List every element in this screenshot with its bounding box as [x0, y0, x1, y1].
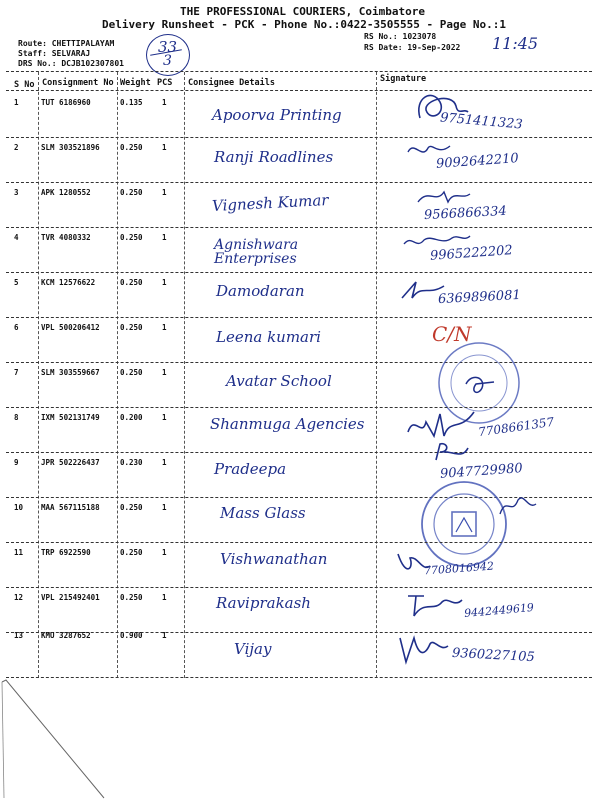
row-consignee: Vishwanathan — [220, 550, 328, 568]
col-weight: Weight — [120, 78, 151, 88]
row-rule — [6, 137, 592, 138]
row-weight: 0.135 — [120, 98, 143, 107]
signature-scribble — [398, 278, 448, 304]
col-sno: S No — [14, 80, 35, 90]
row-rule — [6, 452, 592, 453]
row-note: 7708661357 — [477, 414, 555, 440]
row-consignee: Ranji Roadlines — [214, 148, 334, 166]
row-rule — [6, 587, 592, 588]
row-consignee: Mass Glass — [220, 504, 306, 522]
row-note: 9965222202 — [429, 243, 514, 264]
row-weight: 0.250 — [120, 188, 143, 197]
row-pcs: 1 — [162, 368, 167, 377]
row-consignment: TVR 4080332 — [41, 233, 91, 242]
signature-scribble — [404, 138, 454, 162]
rs-date: RS Date: 19-Sep-2022 — [364, 43, 461, 52]
row-sno: 5 — [14, 278, 19, 287]
row-sno: 1 — [14, 98, 19, 107]
row-weight: 0.250 — [120, 233, 143, 242]
row-weight: 0.200 — [120, 413, 143, 422]
row-consignee: Pradeepa — [214, 460, 287, 478]
row-rule — [6, 182, 592, 183]
rs-number: RS No.: 1023078 — [364, 32, 437, 41]
signature-scribble — [432, 440, 472, 464]
row-weight: 0.250 — [120, 593, 143, 602]
row-pcs: 1 — [162, 278, 167, 287]
row-consignment: KMU 3287652 — [41, 631, 91, 640]
row-pcs: 1 — [162, 631, 167, 640]
row-consignee: Vijay — [234, 640, 272, 658]
row-consignee: Avatar School — [226, 372, 332, 390]
signature-scribble — [404, 408, 478, 444]
row-consignment: SLM 303521896 — [41, 143, 100, 152]
row-consignee: Vignesh Kumar — [211, 190, 329, 216]
row-weight: 0.250 — [120, 323, 143, 332]
row-note: C/N — [432, 322, 472, 346]
row-pcs: 1 — [162, 413, 167, 422]
row-sno: 8 — [14, 413, 19, 422]
row-note: 7708016942 — [423, 559, 495, 578]
company-title: THE PROFESSIONAL COURIERS, Coimbatore — [180, 5, 426, 18]
route-label: Route: CHETTIPALAYAM — [18, 39, 115, 48]
row-rule — [6, 227, 592, 228]
row-pcs: 1 — [162, 458, 167, 467]
staff-label: Staff: SELVARAJ — [18, 49, 91, 58]
row-consignee: Agnishwara Enterprises — [214, 237, 299, 267]
row-sno: 3 — [14, 188, 19, 197]
row-consignee: Leena kumari — [216, 328, 321, 346]
row-weight: 0.230 — [120, 458, 143, 467]
row-pcs: 1 — [162, 323, 167, 332]
signature-scribble — [412, 88, 472, 128]
row-weight: 0.250 — [120, 143, 143, 152]
col-pcs: PCS — [157, 78, 173, 88]
row-consignment: KCM 12576622 — [41, 278, 96, 287]
row-sno: 7 — [14, 368, 19, 377]
row-note: 9360227105 — [451, 645, 536, 666]
row-sno: 12 — [14, 593, 24, 602]
row-sno: 10 — [14, 503, 24, 512]
row-consignment: MAA 567115188 — [41, 503, 100, 512]
col-consignment: Consignment No — [42, 78, 114, 88]
row-consignment: VPL 215492401 — [41, 593, 100, 602]
handwritten-count-bottom: 3 — [163, 53, 172, 69]
row-note: 9751411323 — [439, 110, 524, 133]
col-signature: Signature — [380, 74, 427, 84]
row-pcs: 1 — [162, 188, 167, 197]
row-consignee: Apoorva Printing — [212, 106, 342, 124]
row-note: 6369896081 — [437, 287, 522, 308]
row-weight: 0.250 — [120, 503, 143, 512]
row-consignment: VPL 500206412 — [41, 323, 100, 332]
row-rule — [6, 632, 592, 633]
row-sno: 6 — [14, 323, 19, 332]
row-consignee: Damodaran — [216, 282, 305, 300]
signature-scribble — [402, 232, 472, 252]
row-pcs: 1 — [162, 503, 167, 512]
row-note: 9092642210 — [435, 151, 520, 172]
signature-scribble — [498, 490, 538, 520]
row-consignee: Shanmuga Agencies — [210, 415, 365, 433]
row-note: 9442449619 — [463, 600, 535, 621]
row-consignment: SLM 303559667 — [41, 368, 100, 377]
row-sno: 9 — [14, 458, 19, 467]
row-weight: 0.250 — [120, 278, 143, 287]
row-weight: 0.900 — [120, 631, 143, 640]
handwritten-time: 11:45 — [492, 34, 539, 53]
row-pcs: 1 — [162, 143, 167, 152]
handwritten-count-top: 33 — [158, 38, 178, 56]
signature-scribble — [404, 590, 466, 620]
row-sno: 2 — [14, 143, 19, 152]
signature-scribble — [414, 184, 474, 210]
row-sno: 13 — [14, 631, 24, 640]
row-note: 9566866334 — [423, 203, 508, 224]
row-rule — [6, 407, 592, 408]
signature-scribble — [394, 548, 434, 578]
row-pcs: 1 — [162, 593, 167, 602]
runsheet-subtitle: Delivery Runsheet - PCK - Phone No.:0422-3505555 - Page No.:1 — [102, 18, 506, 31]
signature-scribble — [396, 634, 450, 668]
row-consignee: Raviprakash — [216, 594, 311, 612]
row-consignment: APK 1280552 — [41, 188, 91, 197]
row-rule — [6, 272, 592, 273]
row-sno: 11 — [14, 548, 24, 557]
row-pcs: 1 — [162, 98, 167, 107]
col-consignee: Consignee Details — [188, 78, 275, 88]
row-pcs: 1 — [162, 548, 167, 557]
row-weight: 0.250 — [120, 548, 143, 557]
row-weight: 0.250 — [120, 368, 143, 377]
row-consignment: IXM 502131749 — [41, 413, 100, 422]
row-pcs: 1 — [162, 233, 167, 242]
row-note: 9047729980 — [439, 461, 524, 482]
header-bottom-rule — [6, 90, 592, 91]
row-rule — [6, 542, 592, 543]
row-consignment: TRP 6922590 — [41, 548, 91, 557]
drs-label: DRS No.: DCJB102307801 — [18, 59, 124, 68]
page-fold-corner — [0, 676, 120, 800]
row-consignment: JPR 502226437 — [41, 458, 100, 467]
row-sno: 4 — [14, 233, 19, 242]
header-top-rule — [6, 71, 592, 72]
row-rule — [6, 317, 592, 318]
row-consignment: TUT 6186960 — [41, 98, 91, 107]
